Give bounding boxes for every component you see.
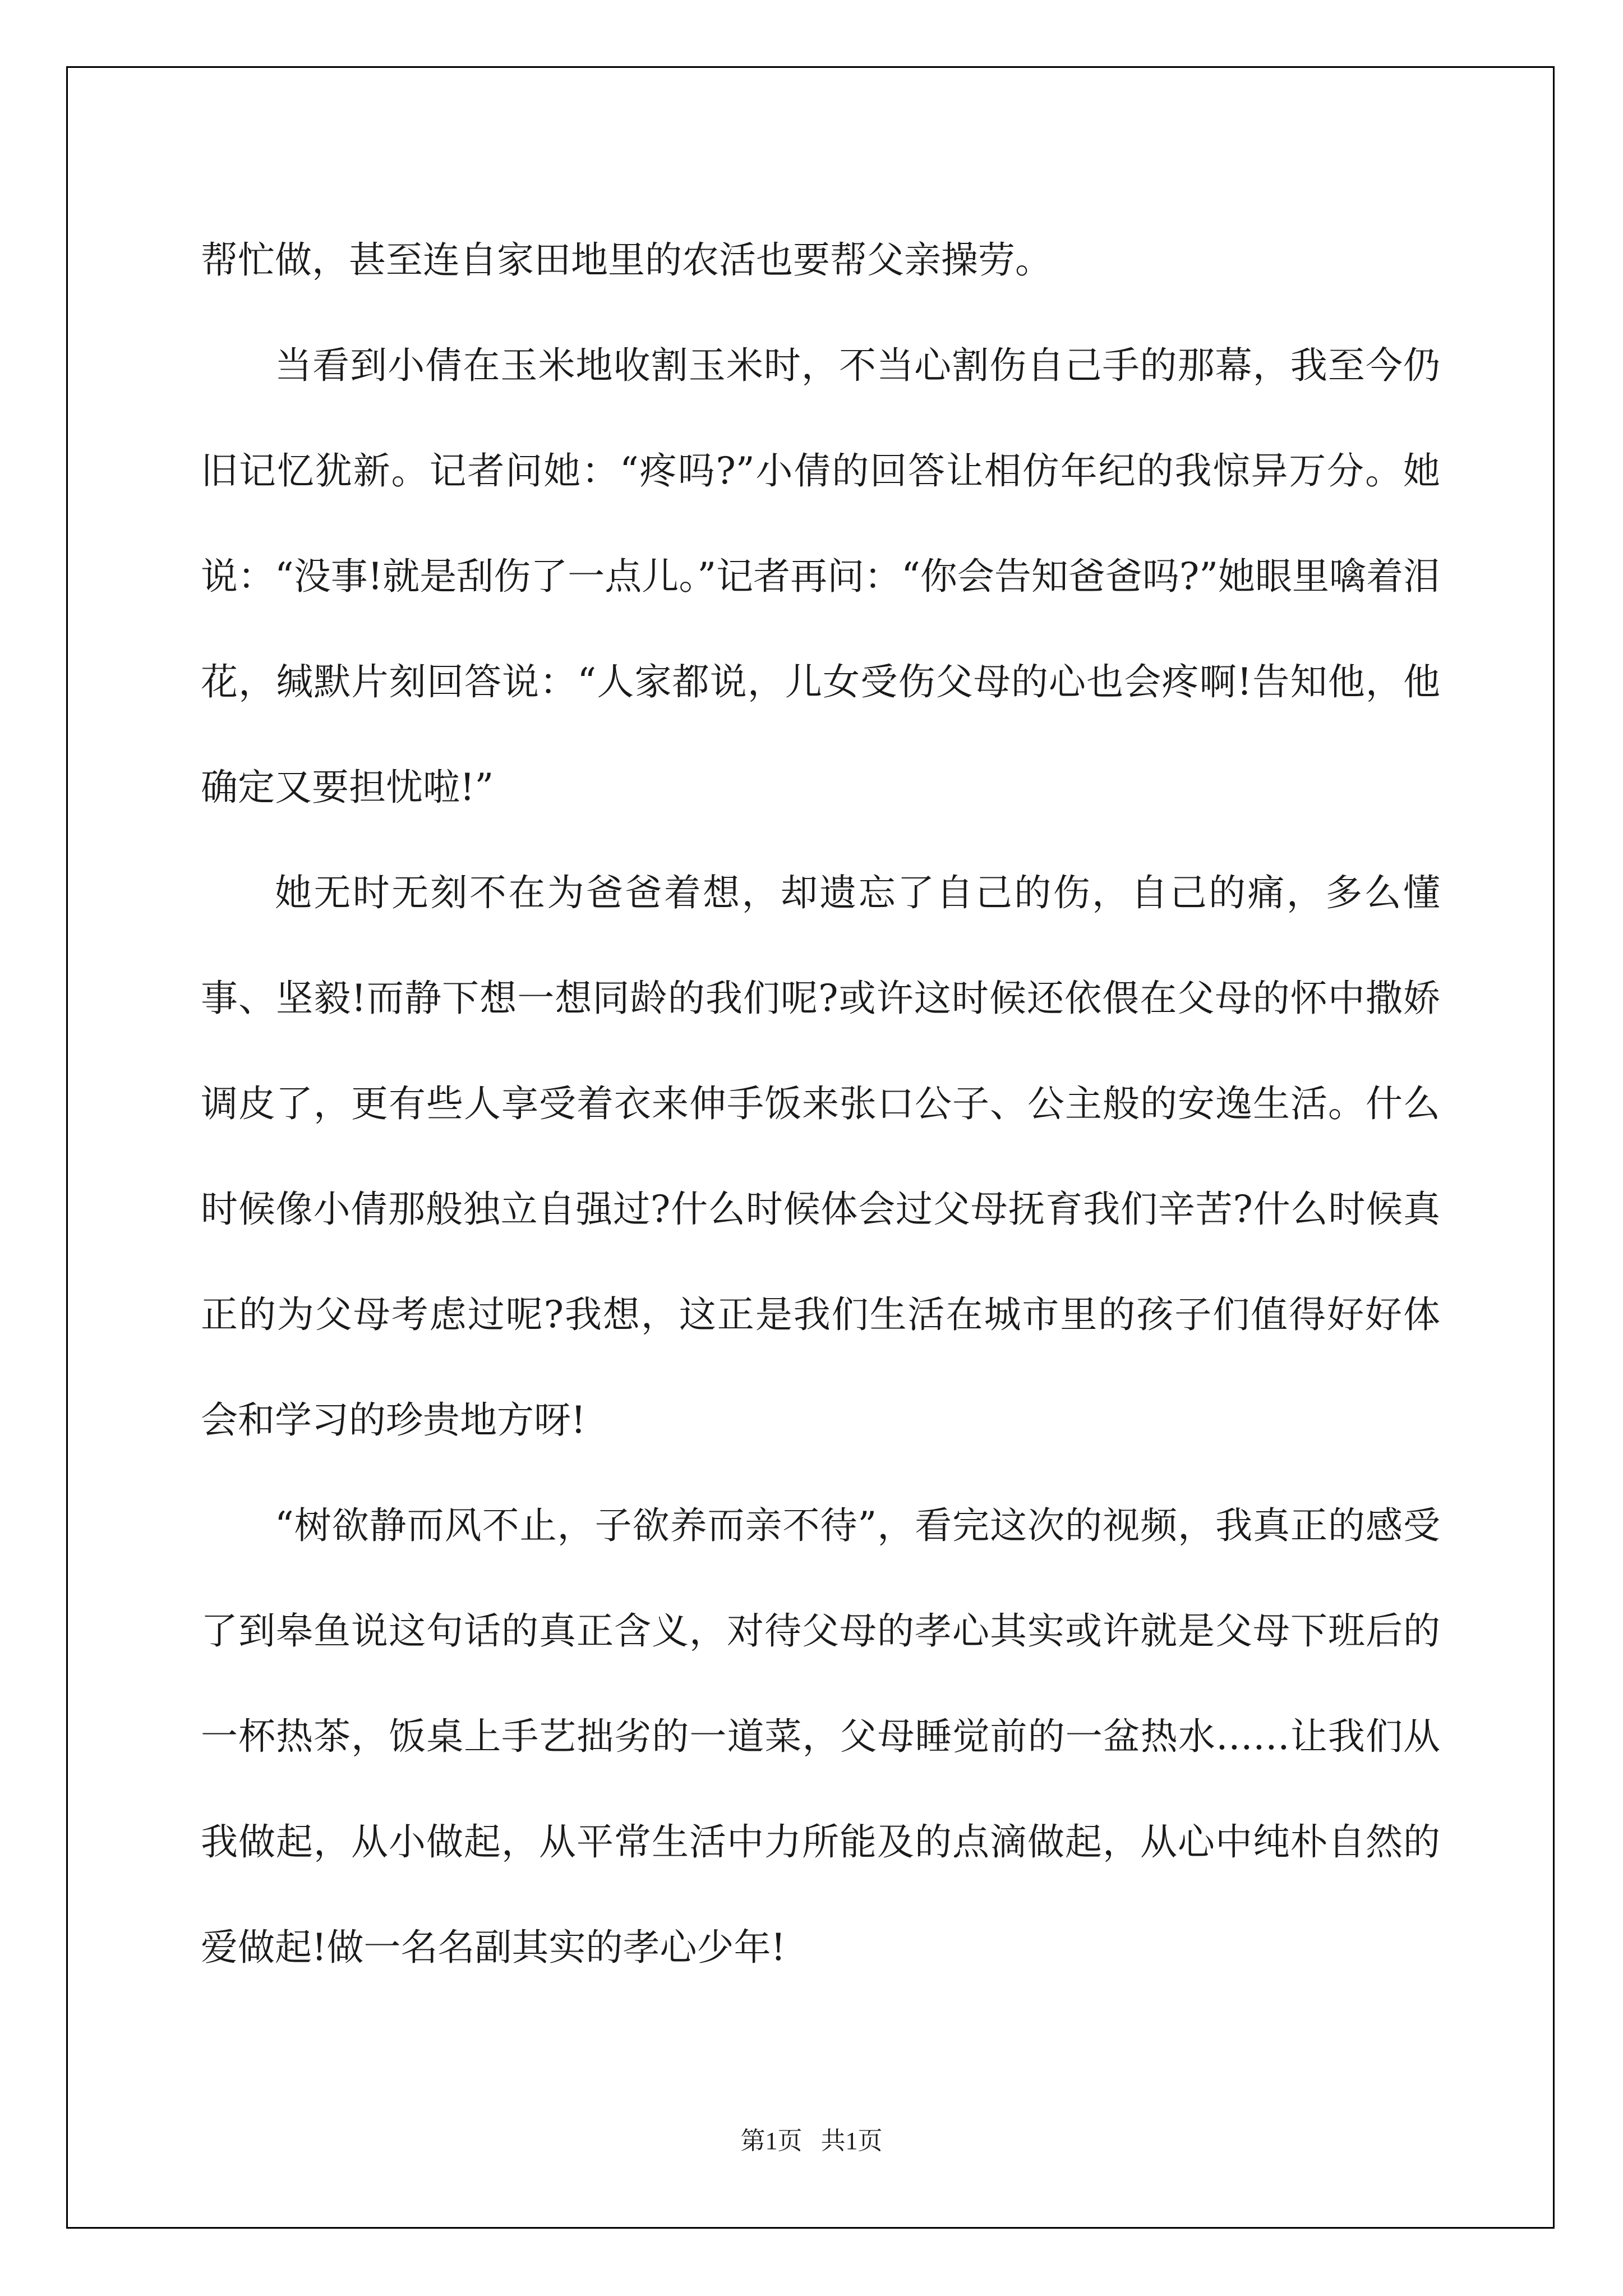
paragraph-3: 她无时无刻不在为爸爸着想，却遗忘了自己的伤，自己的痛，多么懂事、坚毅!而静下想一想同龄的我们呢?或许这时候还依偎在父母的怀中撒娇调皮了，更有些人享受着衣来伸手饭来张口公子、公主般的安逸生活。什么时候像小倩那般独立自强过?什么时候体会过父母抚育我们辛苦?什么时候真正的为父母考虑过呢?我想，这正是我们生活在城市里的孩子们值得好好体会和学习的珍贵地方呀! xyxy=(201,871,1440,1442)
paragraph-1: 帮忙做，甚至连自家田地里的农活也要帮父亲操劳。 xyxy=(201,238,1052,282)
paragraph-4: “树欲静而风不止，子欲养而亲不待”，看完这次的视频，我真正的感受了到皋鱼说这句话的真正含义，对待父母的孝心其实或许就是父母下班后的一杯热茶，饭桌上手艺拙劣的一道菜，父母睡觉前的一盆热水……让我们从我做起，从小做起，从平常生活中力所能及的点滴做起，从心中纯朴自然的爱做起!做一名名副其实的孝心少年! xyxy=(201,1504,1440,1969)
page-number-footer: 第1页 共1页 xyxy=(740,2127,883,2155)
document-body xyxy=(201,208,1440,2000)
paragraph-2: 当看到小倩在玉米地收割玉米时，不当心割伤自己手的那幕，我至今仍旧记忆犹新。记者问她：“疼吗?”小倩的回答让相仿年纪的我惊异万分。她说：“没事!就是刮伤了一点儿。”记者再问：“你会告知爸爸吗?”她眼里噙着泪花，缄默片刻回答说：“人家都说，儿女受伤父母的心也会疼啊!告知他，他确定又要担忧啦!” xyxy=(201,344,1440,809)
